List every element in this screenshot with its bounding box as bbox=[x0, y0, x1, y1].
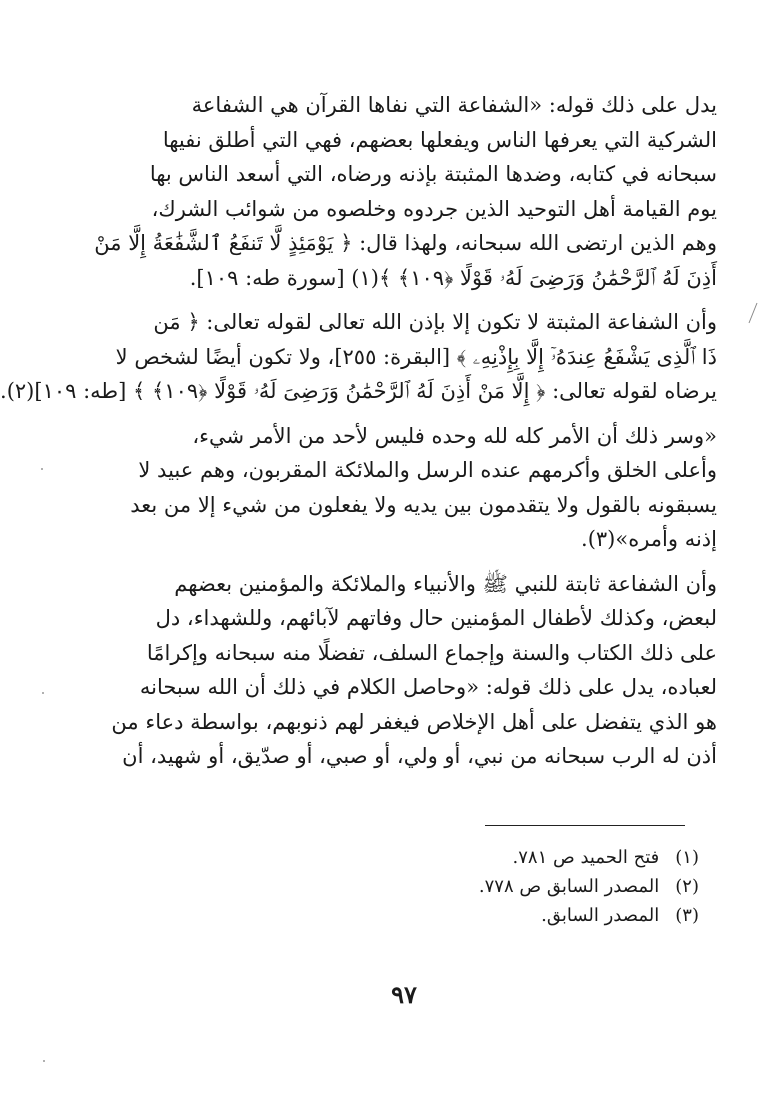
text-line: هو الذي يتفضل على أهل الإخلاص فيغفر لهم ذنوبهم، بواسطة دعاء من bbox=[111, 709, 717, 734]
footnote-text: المصدر السابق. bbox=[541, 905, 660, 926]
text-line: سبحانه في كتابه، وضدها المثبتة بإذنه ورضاه، التي أسعد الناس بها bbox=[149, 162, 717, 186]
footnote-text: المصدر السابق ص ٧٧٨. bbox=[478, 876, 660, 897]
text-line: يسبقونه بالقول ولا يتقدمون بين يديه ولا يفعلون من شيء إلا من بعد bbox=[130, 492, 717, 517]
footnote-number: (١) bbox=[675, 847, 699, 868]
paragraph-2 bbox=[0, 305, 717, 409]
text-line: وأن الشفاعة المثبتة لا تكون إلا بإذن الله تعالى لقوله تعالى: ﴿ مَن bbox=[153, 310, 717, 334]
footnote-item bbox=[299, 901, 699, 930]
text-line: وهم الذين ارتضى الله سبحانه، ولهذا قال: ﴿ يَوْمَئِذٍ لَّا تَنفَعُ ٱلشَّفَٰعَةُ إِلَّا مَنْ bbox=[94, 231, 717, 255]
text-line: «وسر ذلك أن الأمر كله لله وحده فليس لأحد من الأمر شيء، bbox=[192, 423, 717, 448]
paragraph-3 bbox=[105, 419, 717, 557]
text-line: وأن الشفاعة ثابتة للنبي ﷺ والأنبياء والملائكة والمؤمنين بعضهم bbox=[174, 571, 717, 596]
text-line: على ذلك الكتاب والسنة وإجماع السلف، تفضلًا منه سبحانه وإكرامًا bbox=[146, 640, 717, 665]
text-line: الشركية التي يعرفها الناس ويفعلها بعضهم، فهي التي أطلق نفيها bbox=[162, 127, 717, 152]
footnote-text: فتح الحميد ص ٧٨١. bbox=[512, 847, 660, 868]
footnote-number: (٢) bbox=[675, 876, 699, 897]
paragraph-4 bbox=[105, 567, 717, 774]
text-line: وأعلى الخلق وأكرمهم عنده الرسل والملائكة المقربون، وهم عبيد لا bbox=[138, 458, 717, 482]
margin-pencil-mark bbox=[747, 302, 759, 324]
footnote-separator bbox=[485, 825, 685, 826]
scan-speck bbox=[41, 468, 43, 470]
footnotes bbox=[299, 843, 699, 930]
text-line: أذن له الرب سبحانه من نبي، أو ولي، أو صبي، أو صدّيق، أو شهيد، أن bbox=[122, 744, 717, 768]
footnote-item bbox=[299, 872, 699, 901]
text-line: ذَا ٱلَّذِى يَشْفَعُ عِندَهُۥٓ إِلَّا بِإِذْنِهِۦ ﴾ [البقرة: ٢٥٥]، ولا تكون أيضًا لشخص لا bbox=[115, 344, 717, 369]
text-line: يدل على ذلك قوله: «الشفاعة التي نفاها القرآن هي الشفاعة bbox=[191, 93, 717, 117]
footnote-item bbox=[299, 843, 699, 872]
text-line: أَذِنَ لَهُ ٱلرَّحْمَٰنُ وَرَضِىَ لَهُۥ قَوْلًا ﴿١٠٩﴾ ﴾(١) [سورة طه: ١٠٩]. bbox=[189, 265, 717, 290]
text-line: يرضاه لقوله تعالى: ﴿ إِلَّا مَنْ أَذِنَ لَهُ ٱلرَّحْمَٰنُ وَرَضِىَ لَهُۥ قَوْلًا ﴿١٠٩﴾ ﴾ [طه: ١٠٩](٢). bbox=[0, 379, 717, 403]
footnote-number: (٣) bbox=[675, 905, 699, 926]
page-number: ٩٧ bbox=[391, 980, 417, 1009]
text-line: إذنه وأمره»(٣). bbox=[581, 527, 717, 551]
text-line: لبعض، وكذلك لأطفال المؤمنين حال وفاتهم لآبائهم، وللشهداء، دل bbox=[155, 606, 717, 630]
scan-speck bbox=[42, 692, 44, 694]
text-line: يوم القيامة أهل التوحيد الذين جردوه وخلصوه من شوائب الشرك، bbox=[151, 196, 717, 221]
scan-speck bbox=[43, 1060, 45, 1062]
paragraph-1 bbox=[94, 88, 717, 295]
text-line: لعباده، يدل على ذلك قوله: «وحاصل الكلام في ذلك أن الله سبحانه bbox=[139, 675, 717, 699]
main-text bbox=[0, 88, 717, 774]
